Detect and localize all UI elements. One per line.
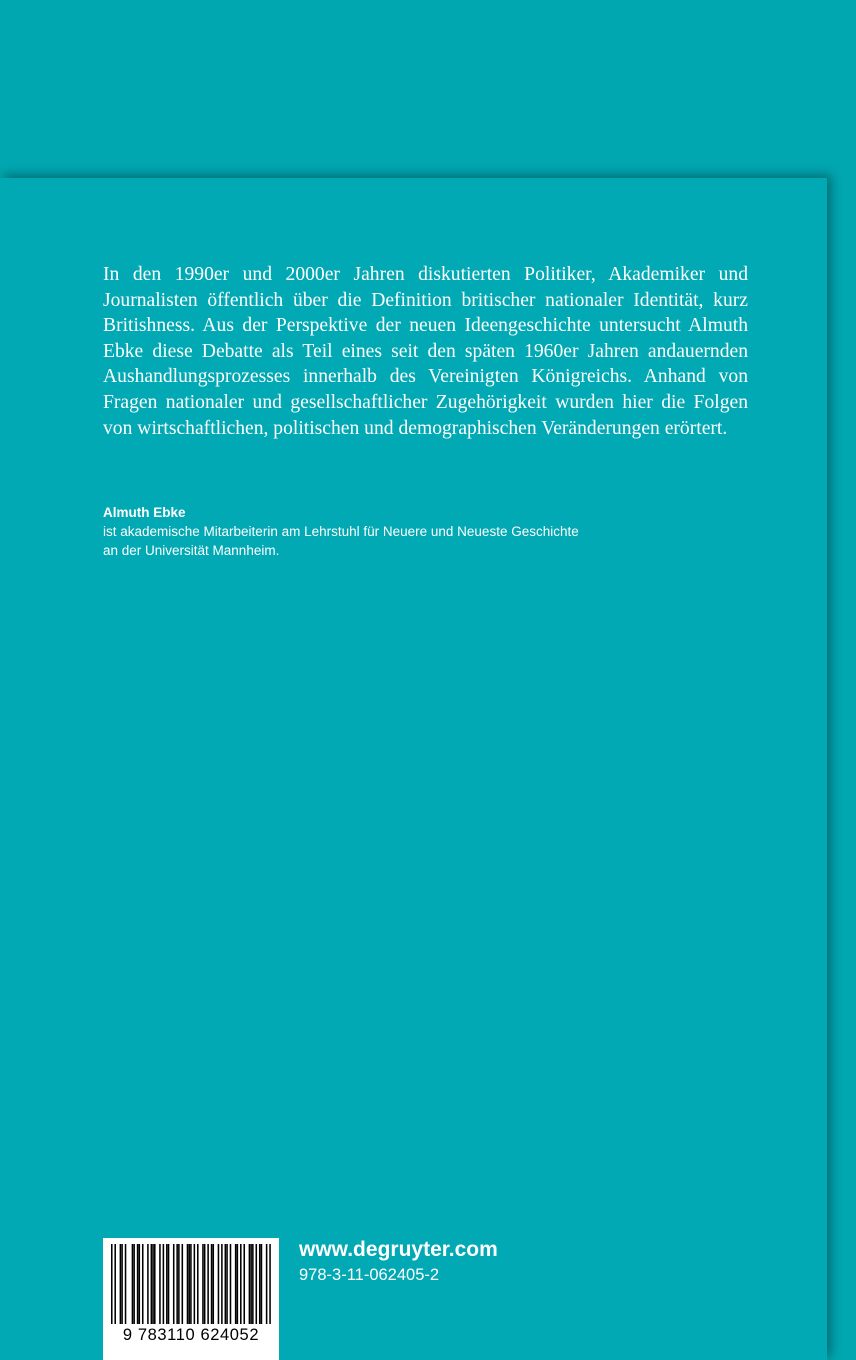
barcode-bar <box>266 1244 268 1324</box>
barcode-bar <box>182 1244 184 1324</box>
barcode-bar <box>256 1244 258 1324</box>
barcode-bar <box>207 1244 209 1324</box>
barcode-bar <box>132 1244 134 1324</box>
barcode-bar <box>202 1244 204 1324</box>
barcode-bar <box>190 1244 192 1324</box>
barcode-bar <box>159 1244 161 1324</box>
barcode-bar <box>176 1244 178 1324</box>
barcode-bar <box>121 1244 123 1324</box>
barcode-bar <box>142 1244 144 1324</box>
barcode-bar <box>269 1244 271 1324</box>
barcode-bar <box>250 1244 252 1324</box>
barcode-bar <box>226 1244 228 1324</box>
barcode-bar <box>147 1244 149 1324</box>
barcode-bars <box>111 1244 271 1324</box>
barcode-bar <box>252 1244 254 1324</box>
barcode-bar <box>211 1244 213 1324</box>
author-block <box>103 504 723 560</box>
barcode-bar <box>230 1244 232 1324</box>
barcode-bar <box>173 1244 175 1324</box>
barcode-bar <box>114 1244 116 1324</box>
barcode-bar <box>218 1244 220 1324</box>
barcode-bar <box>166 1244 168 1324</box>
barcode-bar <box>237 1244 239 1324</box>
barcode-bar <box>197 1244 199 1324</box>
barcode-bar <box>163 1244 165 1324</box>
author-bio-line2: an der Universität Mannheim. <box>103 543 280 558</box>
barcode-bar <box>133 1244 135 1324</box>
barcode-bar <box>125 1244 127 1324</box>
barcode <box>103 1238 279 1360</box>
barcode-bar <box>187 1244 189 1324</box>
barcode-bar <box>151 1244 153 1324</box>
barcode-bar <box>240 1244 242 1324</box>
barcode-bar <box>213 1244 215 1324</box>
barcode-bar <box>154 1244 156 1324</box>
cover-top-band <box>0 0 856 178</box>
barcode-digits: 9 783110 624052 <box>122 1326 260 1344</box>
barcode-bar <box>178 1244 180 1324</box>
isbn-number: 978-3-11-062405-2 <box>299 1266 440 1284</box>
barcode-bar <box>152 1244 154 1324</box>
barcode-bar <box>188 1244 190 1324</box>
barcode-bar <box>139 1244 141 1324</box>
barcode-bar <box>111 1244 113 1324</box>
author-bio <box>103 522 723 560</box>
barcode-bar <box>221 1244 223 1324</box>
publisher-url[interactable]: www.degruyter.com <box>299 1238 498 1261</box>
barcode-bar <box>249 1244 251 1324</box>
barcode-bar <box>243 1244 245 1324</box>
barcode-bar <box>168 1244 170 1324</box>
barcode-bar <box>194 1244 196 1324</box>
barcode-bar <box>204 1244 206 1324</box>
barcode-bar <box>261 1244 263 1324</box>
author-bio-line1: ist akademische Mitarbeiterin am Lehrstuhl für Neuere und Neueste Geschichte <box>103 524 579 539</box>
barcode-bar <box>259 1244 261 1324</box>
blurb-text: In den 1990er und 2000er Jahren diskutierten Politiker, Akademiker und Journalisten öffentlich über die Definition britischer nationaler Identität, kurz Britishness. Aus der Perspektive der neuen Ideengeschichte untersucht Almuth Ebke diese Debatte als Teil eines seit den späten 1960er Jahren andauernden Aushandlungsprozesses innerhalb des Vereinigten Königreichs. Anhand von Fragen nationaler und gesellschaftlicher Zugehörigkeit wurden hier die Folgen von wirtschaftlichen, politischen und demographischen Veränderungen erörtert. <box>103 264 748 439</box>
barcode-bar <box>225 1244 227 1324</box>
barcode-bar <box>235 1244 237 1324</box>
barcode-bar <box>137 1244 139 1324</box>
author-name: Almuth Ebke <box>103 505 186 520</box>
barcode-bar <box>120 1244 122 1324</box>
